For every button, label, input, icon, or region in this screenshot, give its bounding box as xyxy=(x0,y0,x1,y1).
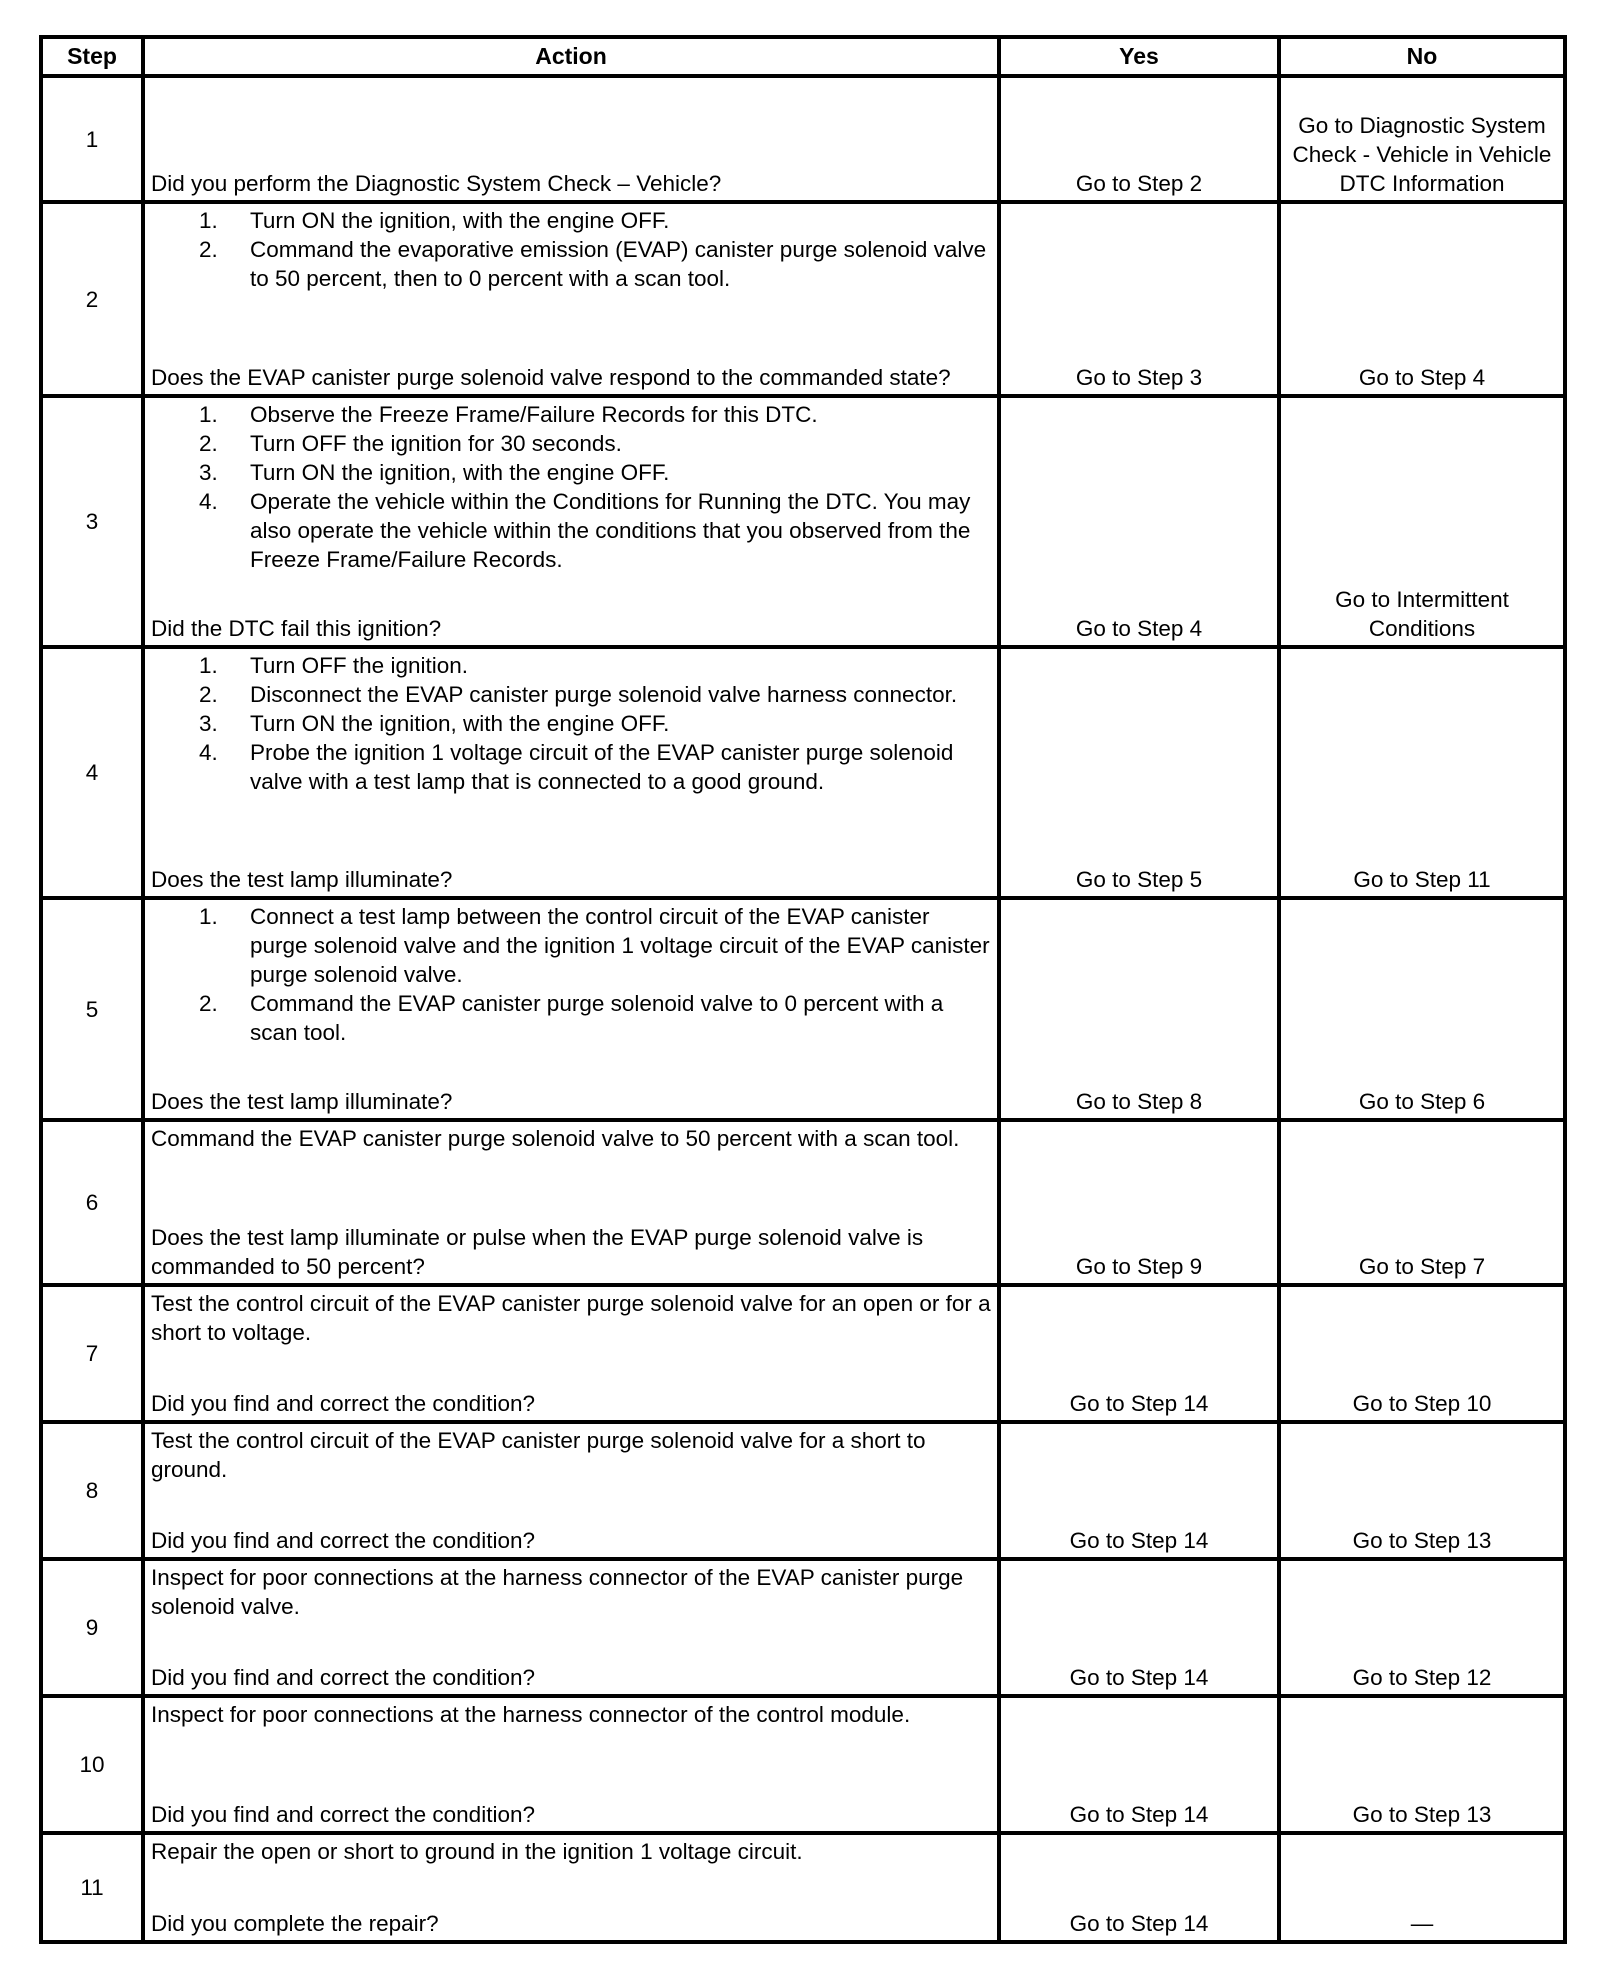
no-result: Go to Step 6 xyxy=(1279,898,1565,1120)
no-result: — xyxy=(1279,1833,1565,1942)
header-no: No xyxy=(1279,37,1565,76)
action-list xyxy=(151,206,991,293)
table-row xyxy=(41,1559,1565,1696)
no-result: Go to Intermittent Conditions xyxy=(1279,396,1565,647)
action-content xyxy=(145,649,997,896)
action-cell xyxy=(143,647,999,898)
step-number: 1 xyxy=(41,76,143,202)
action-instructions xyxy=(151,1289,991,1347)
yes-result: Go to Step 9 xyxy=(999,1120,1279,1285)
action-question: Does the test lamp illuminate or pulse when the EVAP purge solenoid valve is commanded to 50 percent? xyxy=(151,1225,924,1279)
action-cell xyxy=(143,1696,999,1833)
list-item-number: 2. xyxy=(199,991,218,1016)
action-instructions xyxy=(151,1563,991,1621)
step-number: 4 xyxy=(41,647,143,898)
action-list xyxy=(151,902,991,1047)
action-question: Did you find and correct the condition? xyxy=(151,1665,535,1690)
action-content xyxy=(145,1122,997,1283)
action-cell xyxy=(143,1285,999,1422)
step-number: 5 xyxy=(41,898,143,1120)
action-list-item xyxy=(151,429,991,458)
table-row xyxy=(41,647,1565,898)
no-result: Go to Step 12 xyxy=(1279,1559,1565,1696)
action-list xyxy=(151,651,991,796)
action-cell xyxy=(143,1559,999,1696)
action-question: Did the DTC fail this ignition? xyxy=(151,616,442,641)
step-number: 3 xyxy=(41,396,143,647)
action-list-item xyxy=(151,235,991,293)
action-list-item xyxy=(151,709,991,738)
yes-result: Go to Step 3 xyxy=(999,202,1279,396)
step-number: 8 xyxy=(41,1422,143,1559)
list-item-number: 2. xyxy=(199,682,218,707)
step-number: 9 xyxy=(41,1559,143,1696)
table-row xyxy=(41,1833,1565,1942)
action-list-item xyxy=(151,651,991,680)
table-row xyxy=(41,396,1565,647)
action-content xyxy=(145,900,997,1118)
table-row xyxy=(41,202,1565,396)
no-result: Go to Step 4 xyxy=(1279,202,1565,396)
yes-result: Go to Step 4 xyxy=(999,396,1279,647)
action-cell xyxy=(143,396,999,647)
yes-result: Go to Step 14 xyxy=(999,1696,1279,1833)
action-instructions xyxy=(151,1700,991,1729)
list-item-text: Command the evaporative emission (EVAP) canister purge solenoid valve to 50 percent, then to 0 percent with a scan tool. xyxy=(250,237,987,291)
table-row xyxy=(41,1422,1565,1559)
list-item-number: 1. xyxy=(199,208,218,233)
table-row xyxy=(41,1285,1565,1422)
step-number: 7 xyxy=(41,1285,143,1422)
no-result: Go to Step 7 xyxy=(1279,1120,1565,1285)
action-instructions xyxy=(151,902,991,1047)
action-cell xyxy=(143,1422,999,1559)
action-list-item xyxy=(151,487,991,574)
yes-result: Go to Step 14 xyxy=(999,1559,1279,1696)
action-content xyxy=(145,1698,997,1831)
action-content xyxy=(145,1561,997,1694)
header-row xyxy=(41,37,1565,76)
yes-result: Go to Step 2 xyxy=(999,76,1279,202)
yes-result: Go to Step 14 xyxy=(999,1285,1279,1422)
header-step: Step xyxy=(41,37,143,76)
table-body xyxy=(41,76,1565,1942)
action-question: Did you complete the repair? xyxy=(151,1911,439,1936)
action-instructions xyxy=(151,1426,991,1484)
yes-result: Go to Step 14 xyxy=(999,1833,1279,1942)
list-item-text: Turn ON the ignition, with the engine OFF. xyxy=(250,208,670,233)
action-cell xyxy=(143,76,999,202)
diagnostic-table-container xyxy=(39,35,1563,1944)
action-intro: Repair the open or short to ground in the ignition 1 voltage circuit. xyxy=(151,1839,803,1864)
action-intro: Test the control circuit of the EVAP canister purge solenoid valve for a short to ground. xyxy=(151,1428,926,1482)
action-instructions xyxy=(151,206,991,293)
no-result: Go to Step 10 xyxy=(1279,1285,1565,1422)
action-question: Does the test lamp illuminate? xyxy=(151,867,453,892)
action-list-item xyxy=(151,458,991,487)
action-list-item xyxy=(151,680,991,709)
list-item-text: Operate the vehicle within the Conditions for Running the DTC. You may also operate the vehicle within the conditions that you observed from the Freeze Frame/Failure Records. xyxy=(250,489,971,572)
list-item-text: Probe the ignition 1 voltage circuit of the EVAP canister purge solenoid valve with a test lamp that is connected to a good ground. xyxy=(250,740,954,794)
step-number: 10 xyxy=(41,1696,143,1833)
list-item-text: Disconnect the EVAP canister purge solenoid valve harness connector. xyxy=(250,682,958,707)
no-result: Go to Step 13 xyxy=(1279,1422,1565,1559)
action-list-item xyxy=(151,902,991,989)
diagnostic-steps-table xyxy=(39,35,1567,1944)
list-item-text: Observe the Freeze Frame/Failure Records for this DTC. xyxy=(250,402,818,427)
action-content xyxy=(145,78,997,200)
list-item-text: Turn OFF the ignition for 30 seconds. xyxy=(250,431,622,456)
list-item-text: Turn OFF the ignition. xyxy=(250,653,469,678)
action-content xyxy=(145,1835,997,1940)
table-row xyxy=(41,76,1565,202)
action-list-item xyxy=(151,989,991,1047)
list-item-number: 2. xyxy=(199,431,218,456)
action-question: Did you perform the Diagnostic System Check – Vehicle? xyxy=(151,171,722,196)
no-result: Go to Diagnostic System Check - Vehicle in Vehicle DTC Information xyxy=(1279,76,1565,202)
action-instructions xyxy=(151,1837,991,1866)
list-item-number: 1. xyxy=(199,904,218,929)
action-intro: Inspect for poor connections at the harness connector of the control module. xyxy=(151,1702,911,1727)
action-intro: Command the EVAP canister purge solenoid valve to 50 percent with a scan tool. xyxy=(151,1126,960,1151)
step-number: 11 xyxy=(41,1833,143,1942)
action-question: Did you find and correct the condition? xyxy=(151,1528,535,1553)
list-item-number: 3. xyxy=(199,711,218,736)
list-item-text: Turn ON the ignition, with the engine OFF. xyxy=(250,460,670,485)
header-yes: Yes xyxy=(999,37,1279,76)
action-content xyxy=(145,398,997,645)
no-result: Go to Step 11 xyxy=(1279,647,1565,898)
action-intro: Inspect for poor connections at the harness connector of the EVAP canister purge solenoid valve. xyxy=(151,1565,964,1619)
list-item-number: 4. xyxy=(199,489,218,514)
list-item-number: 1. xyxy=(199,402,218,427)
action-question: Does the EVAP canister purge solenoid valve respond to the commanded state? xyxy=(151,365,951,390)
action-list-item xyxy=(151,400,991,429)
action-question: Did you find and correct the condition? xyxy=(151,1802,535,1827)
list-item-number: 3. xyxy=(199,460,218,485)
action-cell xyxy=(143,898,999,1120)
action-list xyxy=(151,400,991,574)
action-instructions xyxy=(151,1124,991,1153)
action-list-item xyxy=(151,206,991,235)
action-content xyxy=(145,1424,997,1557)
table-row xyxy=(41,898,1565,1120)
list-item-text: Connect a test lamp between the control circuit of the EVAP canister purge solenoid valve and the ignition 1 voltage circuit of the EVAP canister purge solenoid valve. xyxy=(250,904,990,987)
action-content xyxy=(145,204,997,394)
list-item-number: 4. xyxy=(199,740,218,765)
no-result: Go to Step 13 xyxy=(1279,1696,1565,1833)
action-instructions xyxy=(151,400,991,574)
action-cell xyxy=(143,1120,999,1285)
action-intro: Test the control circuit of the EVAP canister purge solenoid valve for an open or for a short to voltage. xyxy=(151,1291,991,1345)
action-question: Does the test lamp illuminate? xyxy=(151,1089,453,1114)
table-row xyxy=(41,1696,1565,1833)
step-number: 6 xyxy=(41,1120,143,1285)
list-item-number: 2. xyxy=(199,237,218,262)
list-item-text: Turn ON the ignition, with the engine OFF. xyxy=(250,711,670,736)
header-action: Action xyxy=(143,37,999,76)
yes-result: Go to Step 5 xyxy=(999,647,1279,898)
list-item-text: Command the EVAP canister purge solenoid valve to 0 percent with a scan tool. xyxy=(250,991,944,1045)
action-instructions xyxy=(151,651,991,796)
action-question: Did you find and correct the condition? xyxy=(151,1391,535,1416)
action-cell xyxy=(143,202,999,396)
step-number: 2 xyxy=(41,202,143,396)
action-cell xyxy=(143,1833,999,1942)
table-row xyxy=(41,1120,1565,1285)
yes-result: Go to Step 8 xyxy=(999,898,1279,1120)
list-item-number: 1. xyxy=(199,653,218,678)
action-list-item xyxy=(151,738,991,796)
yes-result: Go to Step 14 xyxy=(999,1422,1279,1559)
action-content xyxy=(145,1287,997,1420)
